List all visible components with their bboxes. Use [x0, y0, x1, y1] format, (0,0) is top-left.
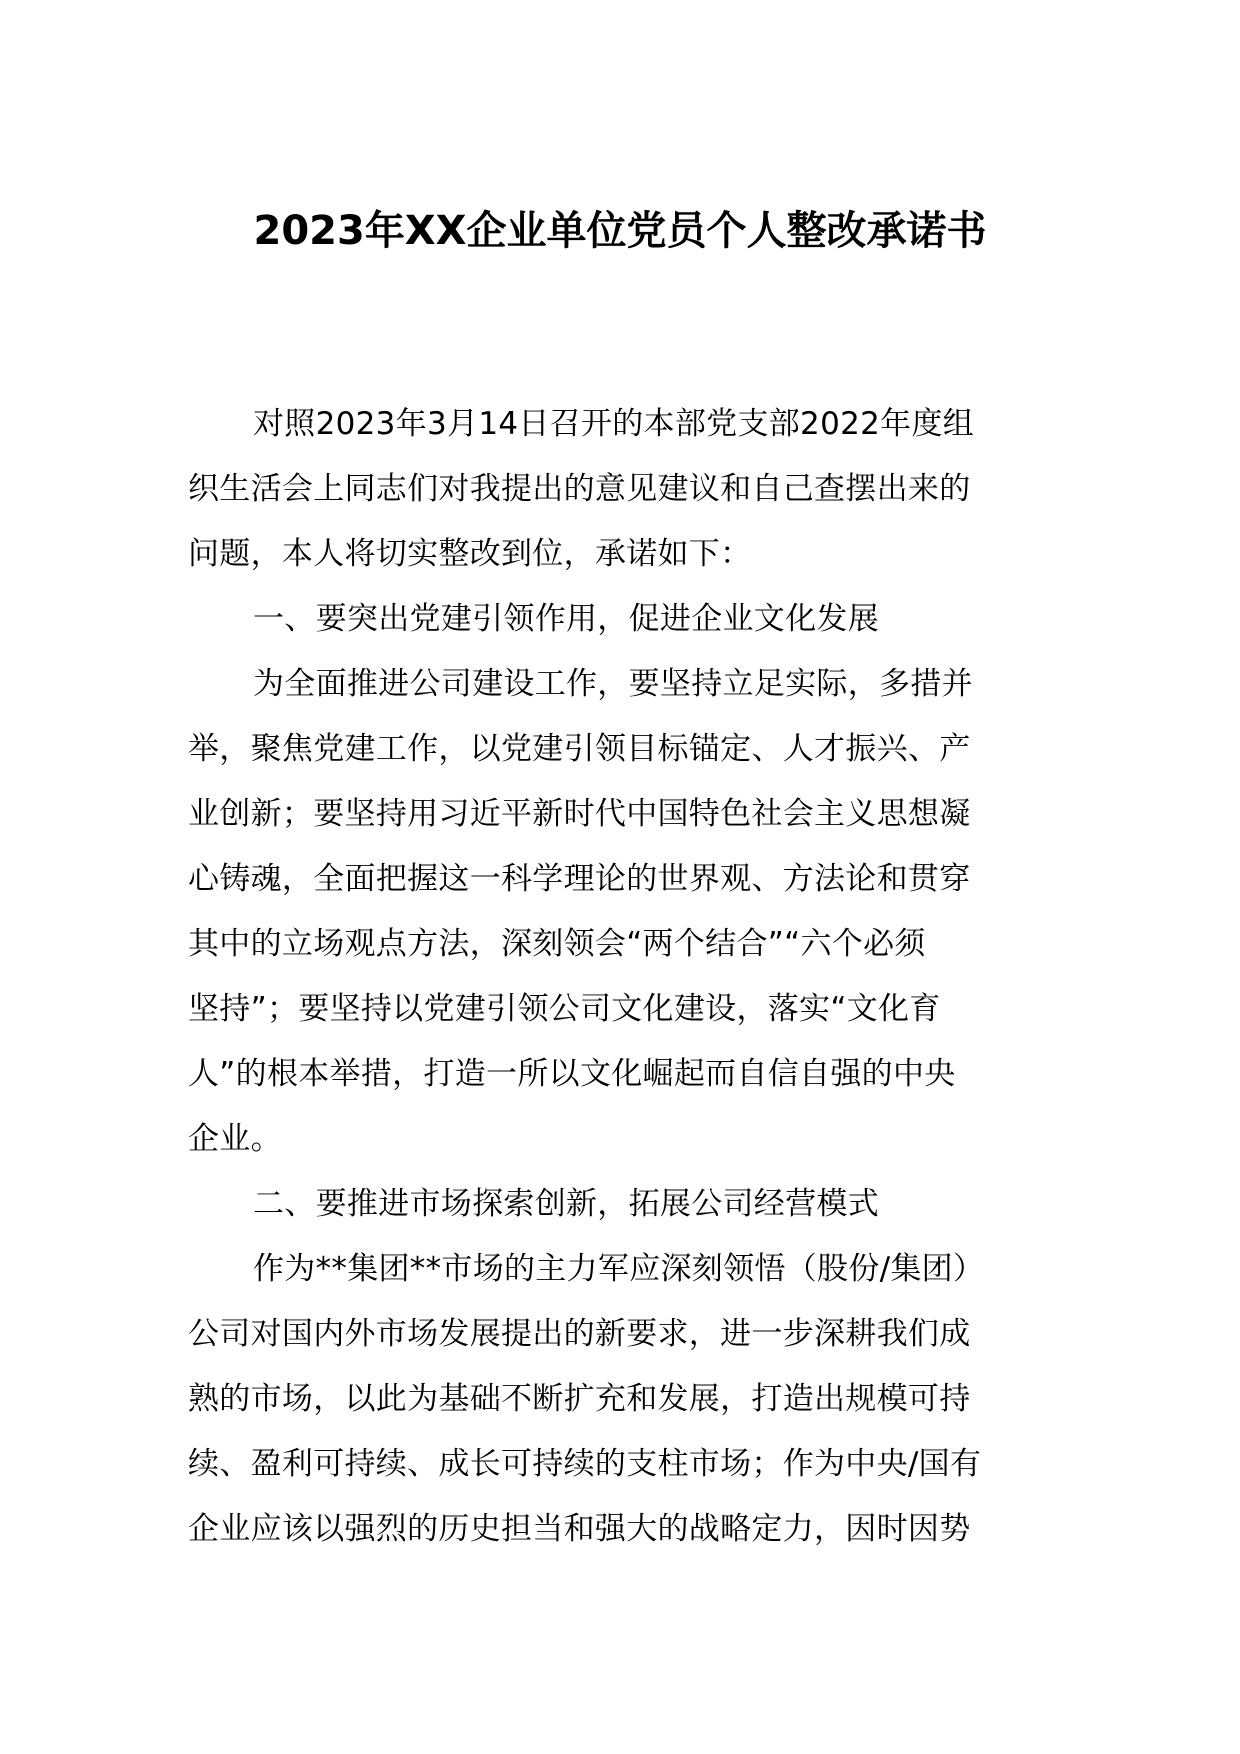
- document-body: [188, 392, 1058, 1562]
- paragraph-line: 对照2023年3月14日召开的本部党支部2022年度组: [253, 406, 975, 442]
- paragraph-line: 公司对国内外市场发展提出的新要求，进一步深耕我们成: [188, 1316, 971, 1352]
- section-heading: 一、要突出党建引领作用，促进企业文化发展: [253, 601, 879, 637]
- paragraph-line: 举，聚焦党建工作，以党建引领目标锚定、人才振兴、产: [188, 731, 971, 767]
- document-title: 2023年XX企业单位党员个人整改承诺书: [253, 208, 987, 254]
- paragraph-line: 其中的立场观点方法，深刻领会“两个结合”“六个必须: [188, 926, 926, 962]
- paragraph-line: 企业应该以强烈的历史担当和强大的战略定力，因时因势: [188, 1511, 971, 1547]
- paragraph-line: 为全面推进公司建设工作，要坚持立足实际，多措并: [253, 666, 973, 702]
- paragraph-line: 人”的根本举措，打造一所以文化崛起而自信自强的中央: [188, 1056, 956, 1092]
- paragraph-line: 熟的市场，以此为基础不断扩充和发展，打造出规模可持: [188, 1381, 971, 1417]
- paragraph-line: 坚持”；要坚持以党建引领公司文化建设，落实“文化育: [188, 991, 941, 1027]
- paragraph-line: 续、盈利可持续、成长可持续的支柱市场；作为中央/国有: [188, 1446, 982, 1482]
- paragraph-line: 心铸魂，全面把握这一科学理论的世界观、方法论和贯穿: [188, 861, 971, 897]
- paragraph-line: 业创新；要坚持用习近平新时代中国特色社会主义思想凝: [188, 796, 971, 832]
- paragraph-line: 问题，本人将切实整改到位，承诺如下：: [188, 536, 752, 572]
- paragraph-line: 织生活会上同志们对我提出的意见建议和自己查摆出来的: [188, 471, 971, 507]
- paragraph-line: 企业。: [188, 1121, 282, 1157]
- paragraph-line: 作为**集团**市场的主力军应深刻领悟（股份/集团）: [253, 1251, 985, 1287]
- section-heading: 二、要推进市场探索创新，拓展公司经营模式: [253, 1186, 879, 1222]
